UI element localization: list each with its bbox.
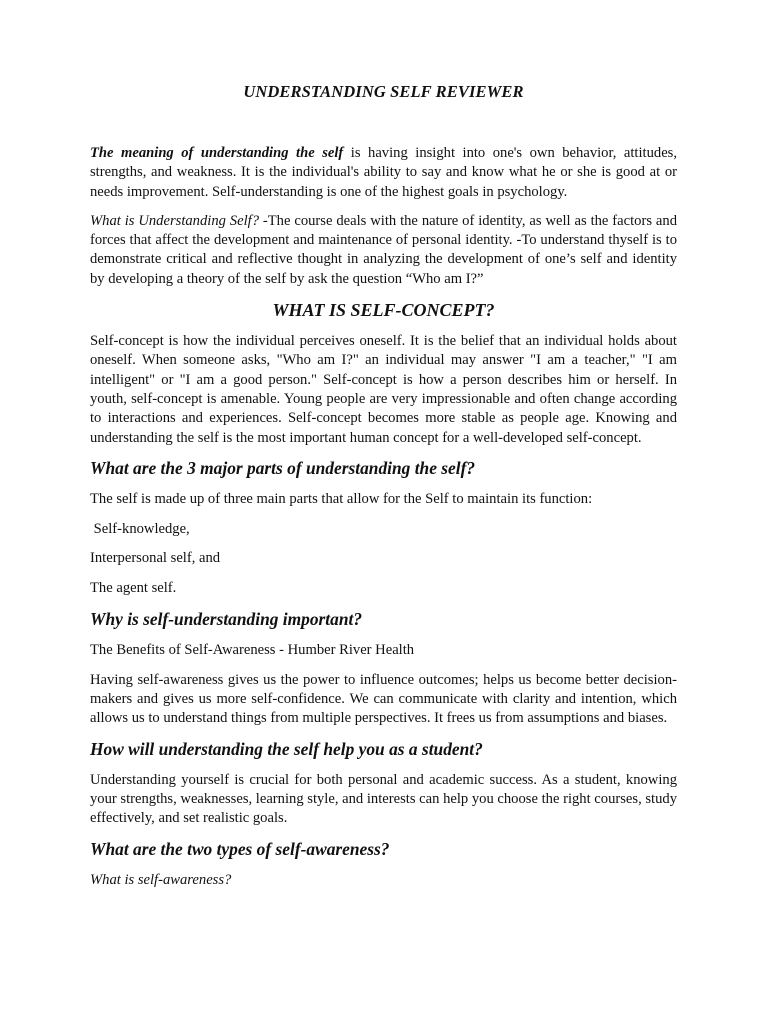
self-concept-paragraph: Self-concept is how the individual perceives oneself. It is the belief that an individual holds about oneself. When someone asks, "Who am I?" an individual may answer "I am a teacher," "I am intelligent" or "I am a good person." Self-concept is how a person describes him or herself. In youth, self-concept is amenable. Young people are very impressionable and often change according to interactions and experiences. Self-concept becomes more stable as people age. Knowing and understanding the self is the most important human concept for a well-developed self-concept.	[90, 333, 677, 446]
awareness-types-heading: What are the two types of self-awareness?	[90, 838, 390, 859]
what-is-lead: What is Understanding Self?	[90, 212, 259, 229]
document-title: UNDERSTANDING SELF REVIEWER	[243, 82, 524, 101]
importance-source: The Benefits of Self-Awareness - Humber River Health	[90, 642, 415, 659]
student-paragraph: Understanding yourself is crucial for both personal and academic success. As a student, knowing your strengths, weaknesses, learning style, and interests can help you choose the right courses, study effectively, and set realistic goals.	[90, 771, 677, 827]
list-item: The agent self.	[90, 580, 177, 597]
importance-paragraph: Having self-awareness gives us the power to influence outcomes; helps us become better decision-makers and gives us more self-confidence. We can communicate with clarity and intention, which allows us to understand things from multiple perspectives. It frees us from assumptions and biases.	[90, 671, 677, 727]
list-item: Self-knowledge,	[90, 520, 190, 537]
self-concept-heading: WHAT IS SELF-CONCEPT?	[272, 300, 495, 321]
major-parts-heading: What are the 3 major parts of understanding the self?	[90, 457, 476, 478]
student-heading: How will understanding the self help you as a student?	[90, 738, 483, 759]
major-parts-intro: The self is made up of three main parts that allow for the Self to maintain its function:	[90, 490, 593, 507]
document-body	[90, 144, 677, 900]
what-is-paragraph	[90, 212, 677, 289]
intro-text: is having insight into one's own behavior, attitudes, strengths, and weakness. It is the individual's ability to say and know what he or she is good at or needs improvement. Self-understanding is one of the highest goals in psychology.	[90, 145, 677, 200]
awareness-sub-question: What is self-awareness?	[90, 871, 232, 888]
intro-paragraph	[90, 144, 677, 202]
importance-heading: Why is self-understanding important?	[90, 609, 363, 630]
what-is-text: -The course deals with the nature of identity, as well as the factors and forces that affect the development and maintenance of personal identity. -To understand thyself is to demonstrate critical and reflective thought in analyzing the development of one’s self and identity by developing a theory of the self by ask the question “Who am I?”	[90, 212, 677, 287]
list-item: Interpersonal self, and	[90, 550, 221, 567]
intro-lead: The meaning of understanding the self	[90, 145, 344, 161]
